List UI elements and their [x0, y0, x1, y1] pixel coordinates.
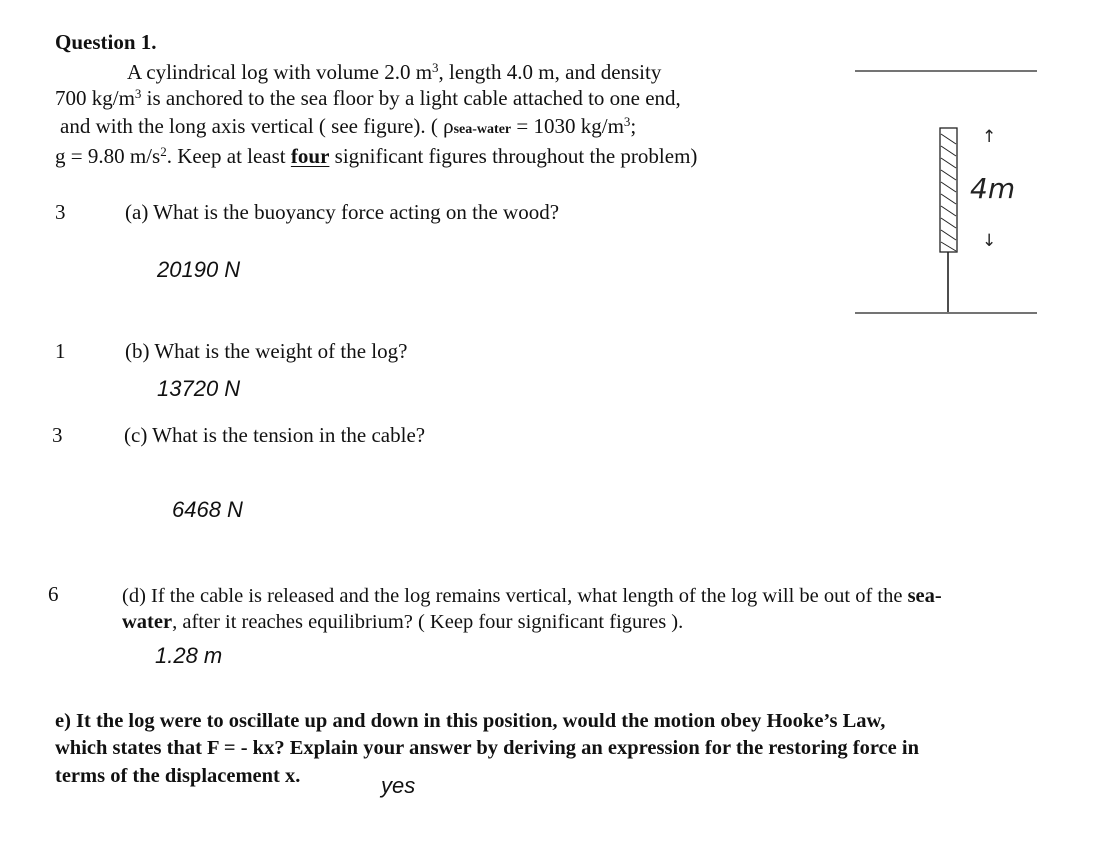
part-c-points: 3: [52, 423, 63, 447]
intro-line-4: [55, 144, 697, 169]
intro-text: and with the long axis vertical ( see figure). (: [60, 114, 444, 138]
part-a-question: (a) What is the buoyancy force acting on the wood?: [125, 200, 560, 224]
intro-text: 700 kg/m: [55, 86, 135, 110]
intro-text: ;: [630, 114, 637, 138]
part-d-points: 6: [48, 582, 59, 606]
part-c-answer: 6468 N: [172, 497, 243, 522]
part-e-question-line-2: which states that F = - kx? Explain your answer by deriving an expression for the restoring force in: [55, 737, 919, 759]
rho-subscript: sea-water: [453, 122, 512, 137]
log-figure: [840, 60, 1050, 330]
emphasis-four: four: [290, 144, 330, 168]
log-hatching: [941, 134, 956, 251]
intro-line-1: [127, 60, 661, 85]
part-d-question-line-2: [122, 611, 683, 634]
up-arrow-icon: ↑: [982, 127, 997, 147]
question-text: , after it reaches equilibrium? ( Keep four significant figures ).: [172, 611, 684, 633]
question-title: Question 1.: [55, 30, 157, 54]
question-text-bold: sea-: [907, 585, 942, 607]
part-a-answer: 20190 N: [157, 257, 241, 282]
question-text-bold: water: [122, 611, 173, 633]
intro-text: = 1030 kg/m: [511, 114, 624, 138]
length-label: 4m: [970, 172, 1016, 205]
part-d-question-line-1: [122, 585, 942, 608]
part-b-question: (b) What is the weight of the log?: [125, 339, 408, 363]
part-b-answer: 13720 N: [157, 376, 241, 401]
part-e-answer: yes: [381, 773, 416, 798]
part-d-answer: 1.28 m: [155, 643, 223, 668]
intro-text: A cylindrical log with volume 2.0 m: [127, 60, 433, 84]
question-text: (d) If the cable is released and the log remains vertical, what length of the log will be out of the: [122, 585, 908, 607]
superscript: 3: [134, 86, 142, 101]
part-e-question-line-1: e) It the log were to oscillate up and down in this position, would the motion obey Hooke’s Law,: [55, 710, 886, 732]
superscript: 3: [432, 60, 439, 75]
part-c-question: (c) What is the tension in the cable?: [124, 423, 426, 447]
intro-text: g = 9.80 m/s: [55, 144, 161, 168]
rho-symbol: ρ: [443, 114, 454, 138]
intro-line-2: [55, 86, 681, 111]
down-arrow-icon: ↓: [982, 231, 997, 251]
intro-line-3: [60, 114, 636, 139]
part-a-points: 3: [55, 200, 66, 224]
intro-text: , length 4.0 m, and density: [438, 60, 662, 84]
intro-text: significant figures throughout the problem): [329, 144, 698, 168]
superscript: 3: [623, 114, 631, 129]
intro-text: . Keep at least: [166, 144, 291, 168]
part-e-question-line-3: terms of the displacement x.: [55, 765, 301, 787]
part-b-points: 1: [55, 339, 66, 363]
superscript: 2: [160, 144, 167, 159]
intro-text: is anchored to the sea floor by a light cable attached to one end,: [141, 86, 681, 110]
